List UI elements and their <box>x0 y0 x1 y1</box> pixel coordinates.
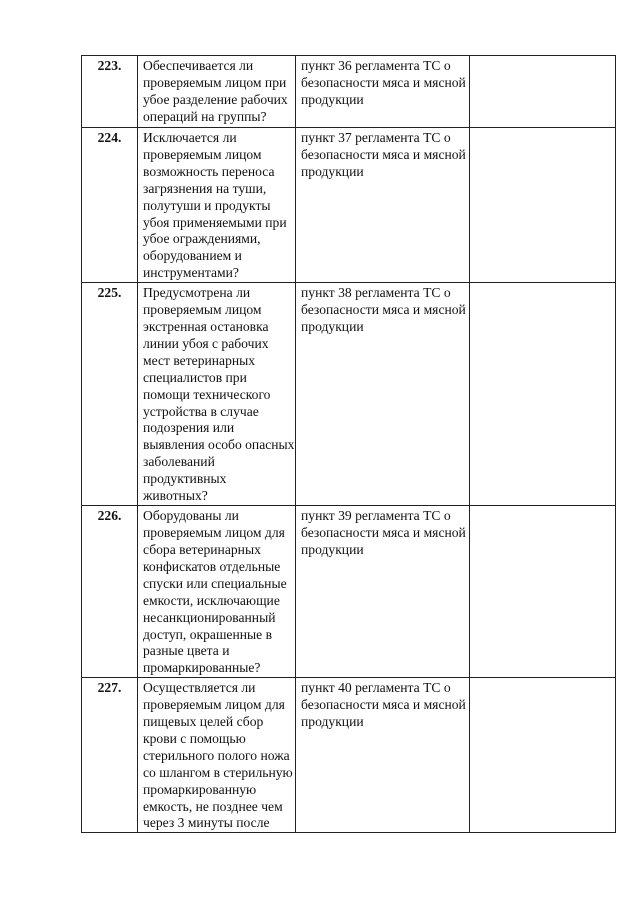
question-line: емкость, не позднее чем <box>143 798 283 814</box>
question-line: устройства в случае <box>143 403 259 419</box>
question-line: подозрения или <box>143 420 235 436</box>
table-row <box>82 506 616 678</box>
row-number: 223. <box>82 56 138 128</box>
question-line: оборудованием и <box>143 248 242 264</box>
question-line: спуски или специальные <box>143 575 287 591</box>
question-line: Осуществляется ли <box>143 680 256 696</box>
question-line: экстренная остановка <box>143 318 269 334</box>
question-line: специалистов при <box>143 369 247 385</box>
question-cell <box>138 678 296 833</box>
question-line: Оборудованы ли <box>143 508 239 524</box>
reference-line: безопасности мяса и мясной <box>301 146 466 162</box>
question-line: инструментами? <box>143 265 239 281</box>
question-line: проверяемым лицом при <box>143 74 287 90</box>
reference-cell <box>296 56 470 128</box>
question-line: пищевых целей сбор <box>143 714 264 730</box>
question-line: животных? <box>143 488 208 504</box>
reference-line: пункт 38 регламента ТС о <box>301 285 451 301</box>
question-line: проверяемым лицом для <box>143 697 285 713</box>
empty-cell <box>470 128 616 283</box>
question-line: помощи технического <box>143 386 271 402</box>
question-line: Исключается ли <box>143 130 237 145</box>
question-line: конфискатов отдельные <box>143 558 281 574</box>
question-line: линии убоя с рабочих <box>143 335 269 351</box>
reference-line: безопасности мяса и мясной <box>301 697 466 713</box>
question-line: Обеспечивается ли <box>143 58 254 73</box>
question-line: мест ветеринарных <box>143 352 256 368</box>
reference-line: безопасности мяса и мясной <box>301 302 466 318</box>
table-row <box>82 283 616 506</box>
row-number: 227. <box>82 678 138 833</box>
question-cell <box>138 128 296 283</box>
reference-line: пункт 36 регламента ТС о <box>301 58 451 73</box>
question-line: со шлангом в стерильную <box>143 764 293 780</box>
question-line: разные цвета и <box>143 643 230 659</box>
question-line: промаркированную <box>143 781 257 797</box>
question-line: емкости, исключающие <box>143 592 280 608</box>
reference-line: продукции <box>301 541 364 557</box>
question-line: доступ, окрашенные в <box>143 626 272 642</box>
reference-line: продукции <box>301 163 364 179</box>
checklist-table <box>81 55 616 833</box>
question-line: несанкционированный <box>143 609 276 625</box>
reference-line: пункт 39 регламента ТС о <box>301 508 451 524</box>
question-line: загрязнения на туши, <box>143 180 267 196</box>
reference-cell <box>296 128 470 283</box>
question-line: операций на группы? <box>143 108 267 124</box>
question-line: проверяемым лицом <box>143 302 262 318</box>
reference-cell <box>296 283 470 506</box>
reference-line: пункт 40 регламента ТС о <box>301 680 451 696</box>
reference-line: продукции <box>301 318 364 334</box>
question-cell <box>138 56 296 128</box>
reference-line: безопасности мяса и мясной <box>301 525 466 541</box>
question-line: Предусмотрена ли <box>143 285 251 301</box>
question-line: убое разделение рабочих <box>143 91 288 107</box>
table-row <box>82 56 616 128</box>
reference-line: безопасности мяса и мясной <box>301 74 466 90</box>
reference-cell <box>296 678 470 833</box>
empty-cell <box>470 56 616 128</box>
question-line: через 3 минуты после <box>143 815 270 831</box>
question-line: стерильного полого ножа <box>143 747 290 763</box>
empty-cell <box>470 506 616 678</box>
row-number: 224. <box>82 128 138 283</box>
table-row <box>82 678 616 833</box>
question-line: проверяемым лицом <box>143 146 262 162</box>
question-line: полутуши и продукты <box>143 197 271 213</box>
question-line: проверяемым лицом для <box>143 525 285 541</box>
empty-cell <box>470 283 616 506</box>
question-line: выявления особо опасных <box>143 437 295 453</box>
question-cell <box>138 283 296 506</box>
reference-line: пункт 37 регламента ТС о <box>301 130 451 145</box>
question-line: сбора ветеринарных <box>143 541 261 557</box>
empty-cell <box>470 678 616 833</box>
question-line: продуктивных <box>143 471 227 487</box>
question-cell <box>138 506 296 678</box>
table-row <box>82 128 616 283</box>
question-line: возможность переноса <box>143 163 275 179</box>
row-number: 226. <box>82 506 138 678</box>
reference-line: продукции <box>301 714 364 730</box>
reference-line: продукции <box>301 91 364 107</box>
question-line: убоя применяемыми при <box>143 214 287 230</box>
question-line: убое ограждениями, <box>143 231 261 247</box>
reference-cell <box>296 506 470 678</box>
question-line: заболеваний <box>143 454 215 470</box>
question-line: крови с помощью <box>143 730 246 746</box>
row-number: 225. <box>82 283 138 506</box>
question-line: промаркированные? <box>143 660 261 676</box>
